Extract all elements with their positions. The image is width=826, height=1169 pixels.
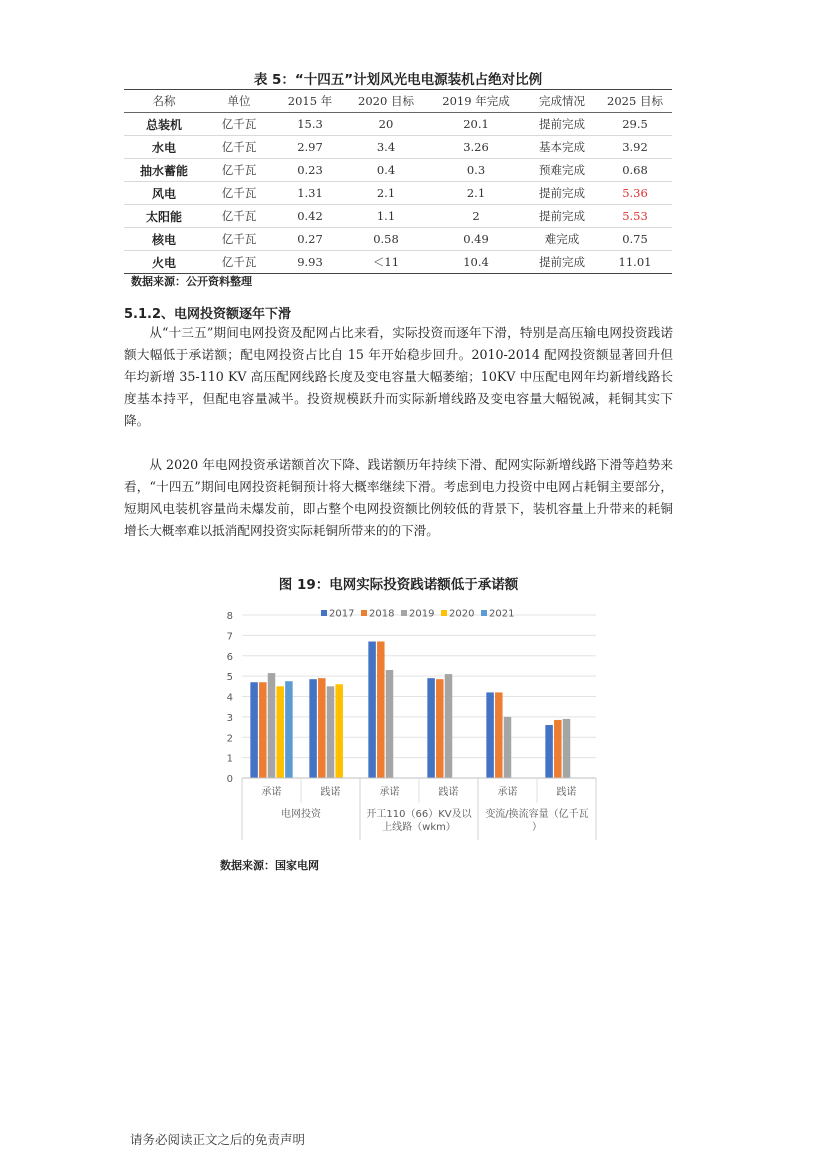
bar-2017 [250, 682, 258, 778]
legend-swatch-2020 [441, 610, 447, 616]
bar-2020 [335, 684, 343, 778]
figure-source: 数据来源：国家电网 [220, 859, 319, 872]
paragraph-1: 从“十三五”期间电网投资及配网占比来看，实际投资而逐年下滑，特别是高压输电网投资践诺额大幅低于承诺额；配电网投资占比自 15 年开始稳步回升。2010-2014 配网投资额显著回升但年均新增 35-110 KV 高压配网线路长度及变电容量大幅萎缩；10KV 中压配电网年均新增线路长度基本持平，但配电容量减半。投资规模跃升而实际新增线路及变电容量大幅锐减，耗铜其实下降。 [124, 325, 673, 428]
table-row [124, 182, 672, 205]
bar-2018 [495, 692, 503, 778]
cell: 15.3 [297, 117, 323, 131]
x-tick-label: 践诺 [556, 787, 577, 798]
bar-2019 [327, 686, 335, 778]
bar-2017 [486, 692, 494, 778]
cell: 11.01 [618, 255, 652, 269]
bar-2018 [259, 682, 267, 778]
legend-swatch-2019 [401, 610, 407, 616]
header-2020-target: 2020 目标 [358, 94, 414, 108]
cell: 难完成 [544, 232, 580, 246]
bar-2019 [563, 719, 571, 778]
legend-label: 2017 [329, 608, 355, 620]
cell: 0.75 [622, 232, 648, 246]
cell: 亿千瓦 [221, 255, 257, 269]
cell: 1.31 [297, 186, 323, 200]
bar-2018 [377, 641, 385, 778]
group-label: 开工110（66）KV及以 [366, 809, 472, 820]
table-row [124, 159, 672, 182]
x-tick-label: 承诺 [379, 787, 400, 798]
cell: 29.5 [622, 117, 648, 131]
bar-2018 [318, 678, 326, 778]
x-tick-label: 承诺 [261, 787, 282, 798]
cell: 0.42 [297, 209, 323, 223]
cell: 亿千瓦 [221, 117, 257, 131]
legend-label: 2021 [489, 608, 515, 620]
cell: 提前完成 [539, 117, 585, 131]
bar-2021 [285, 681, 293, 778]
legend-label: 2018 [369, 608, 395, 620]
y-tick-label: 8 [226, 611, 233, 622]
bar-2017 [545, 725, 553, 778]
row-name: 太阳能 [145, 209, 182, 224]
x-tick-label: 承诺 [497, 787, 518, 798]
header-2025-target: 2025 目标 [607, 94, 663, 108]
cell: 提前完成 [539, 255, 585, 269]
bar-2018 [554, 720, 562, 778]
table-row [124, 113, 672, 136]
bar-2019 [445, 674, 453, 778]
group-label: 上线路（wkm） [382, 822, 456, 833]
table-row [124, 205, 672, 228]
table-row [124, 228, 672, 251]
legend-swatch-2018 [361, 610, 367, 616]
cell-highlight: 5.53 [622, 209, 648, 223]
disclaimer-note: 请务必阅读正文之后的免责声明 [130, 1132, 306, 1147]
cell: 0.23 [297, 163, 323, 177]
group-label: 变流/换流容量（亿千瓦 [485, 809, 589, 820]
cell: 0.49 [463, 232, 489, 246]
y-tick-label: 7 [226, 631, 233, 643]
y-tick-label: 1 [226, 753, 233, 765]
legend-swatch-2017 [321, 610, 327, 616]
header-2015: 2015 年 [287, 94, 333, 108]
table-header-row [124, 90, 672, 113]
cell: 2.97 [297, 140, 323, 154]
row-name: 抽水蓄能 [139, 163, 188, 178]
table-row [124, 251, 672, 274]
table-source: 数据来源：公开资料整理 [131, 275, 252, 288]
cell: 0.27 [297, 232, 323, 246]
row-name: 风电 [151, 186, 176, 201]
cell: 3.92 [622, 140, 648, 154]
legend-swatch-2021 [481, 610, 487, 616]
x-tick-label: 践诺 [438, 787, 459, 798]
legend-label: 2019 [409, 608, 435, 620]
header-name: 名称 [152, 94, 176, 108]
cell: 提前完成 [539, 209, 585, 223]
bar-2017 [368, 641, 376, 778]
bar-2017 [309, 679, 317, 778]
cell: 20.1 [463, 117, 489, 131]
paragraph-2: 从 2020 年电网投资承诺额首次下降、践诺额历年持续下滑、配网实际新增线路下滑等趋势来看，“十四五”期间电网投资耗铜预计将大概率继续下滑。考虑到电力投资中电网占耗铜主要部分，短期风电装机容量尚未爆发前，即占整个电网投资额比例较低的背景下，装机容量上升带来的耗铜增长大概率难以抵消配网投资实际耗铜所带来的的下滑。 [124, 457, 673, 538]
bar-2017 [427, 678, 435, 778]
y-tick-label: 2 [226, 733, 233, 745]
legend-label: 2020 [449, 608, 475, 620]
row-name: 水电 [151, 140, 176, 155]
bar-2018 [436, 679, 444, 778]
cell-highlight: 5.36 [622, 186, 648, 200]
y-tick-label: 4 [226, 692, 233, 704]
header-2019-done: 2019 年完成 [442, 94, 510, 108]
row-name: 火电 [151, 255, 176, 270]
y-tick-label: 3 [226, 712, 233, 724]
group-label: ） [532, 822, 542, 833]
section-heading: 5.1.2、电网投资额逐年下滑 [124, 307, 292, 322]
header-status: 完成情况 [539, 94, 585, 108]
cell: 3.26 [463, 140, 489, 154]
cell: 10.4 [463, 255, 489, 269]
figure-title: 图 19：电网实际投资践诺额低于承诺额 [278, 577, 519, 593]
y-tick-label: 6 [226, 651, 233, 663]
table-row [124, 136, 672, 159]
bar-2020 [276, 686, 284, 778]
cell: 2.1 [376, 186, 396, 200]
bar-2019 [504, 717, 512, 778]
capacity-table [124, 89, 672, 274]
cell: 0.3 [466, 163, 486, 177]
cell: 0.4 [376, 163, 396, 177]
cell: 预难完成 [539, 163, 585, 177]
cell: 亿千瓦 [221, 209, 257, 223]
row-name: 总装机 [145, 117, 182, 132]
cell: 亿千瓦 [221, 232, 257, 246]
y-tick-label: 5 [226, 672, 233, 684]
cell: 3.4 [376, 140, 396, 154]
bar-2019 [268, 673, 276, 778]
group-label: 电网投资 [281, 809, 321, 820]
table-title: 表 5：“十四五”计划风光电电源装机占绝对比例 [253, 72, 543, 88]
cell: 1.1 [376, 209, 396, 223]
header-unit: 单位 [227, 94, 251, 108]
y-tick-label: 0 [226, 774, 233, 785]
row-name: 核电 [151, 232, 176, 247]
cell: 亿千瓦 [221, 140, 257, 154]
cell: 0.58 [373, 232, 399, 246]
bar-2019 [386, 670, 394, 778]
x-tick-label: 践诺 [320, 787, 341, 798]
cell: 20 [378, 117, 394, 131]
cell: 0.68 [622, 163, 648, 177]
cell: 9.93 [297, 255, 323, 269]
cell: ＜11 [372, 255, 400, 269]
cell: 亿千瓦 [221, 163, 257, 177]
bar-chart [218, 600, 618, 845]
cell: 提前完成 [539, 186, 585, 200]
cell: 亿千瓦 [221, 186, 257, 200]
cell: 基本完成 [539, 140, 585, 154]
cell: 2 [472, 209, 480, 223]
cell: 2.1 [466, 186, 486, 200]
